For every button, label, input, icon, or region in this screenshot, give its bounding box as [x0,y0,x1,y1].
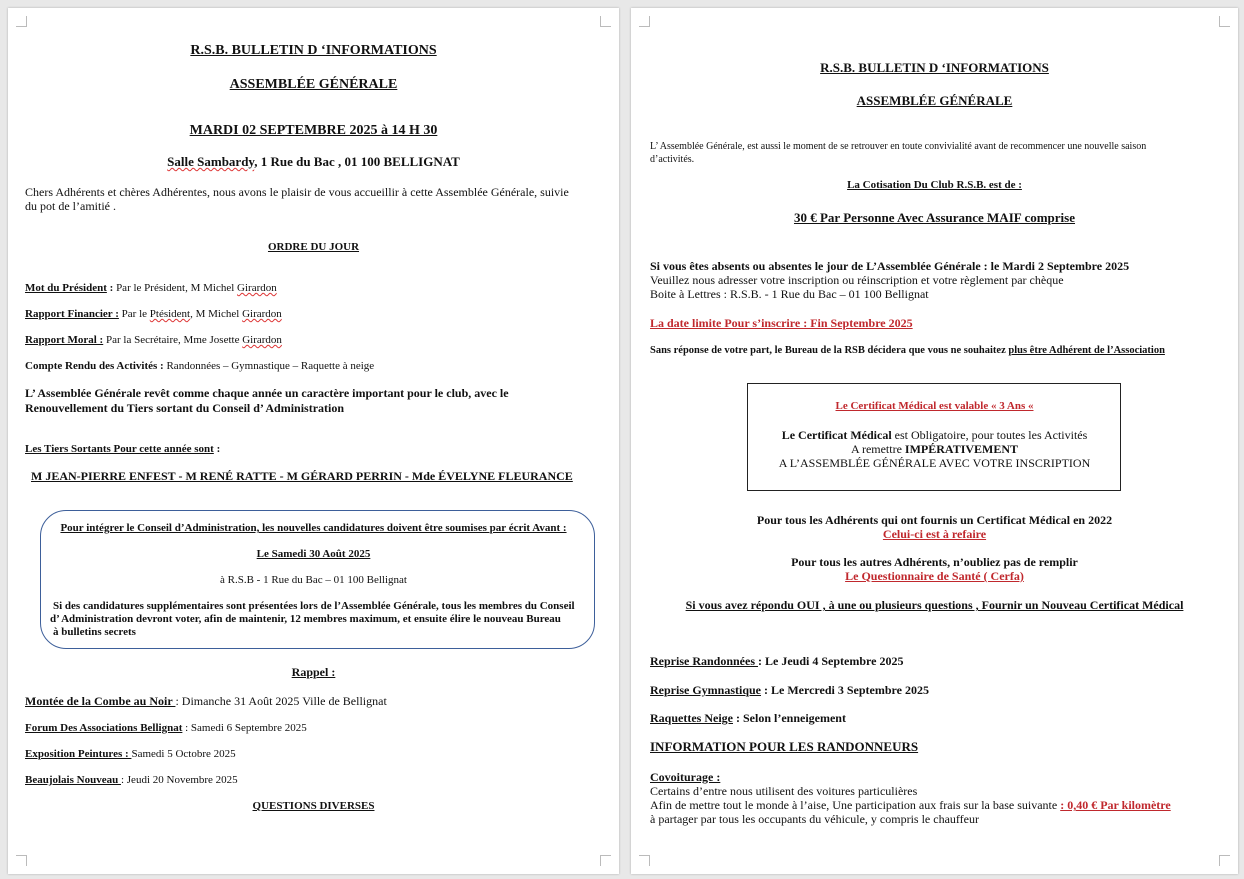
venue-address: , 1 Rue du Bac , 01 100 BELLIGNAT [254,154,460,169]
corner-mark [1219,855,1230,866]
reminder-item [25,774,238,787]
resumption-date: : Le Mercredi 3 Septembre 2025 [761,683,929,697]
reminder-text: : Dimanche 31 Août 2025 Ville de Bellignat [175,694,387,708]
agenda-label: Rapport Moral : [25,334,104,346]
renewal-line: L’ Assemblée Générale revêt comme chaque année un caractère important pour le club, avec le [25,386,509,400]
no-reply-emphasis: plus être Adhérent de l’Association [1008,345,1165,356]
yes-answer-notice: Si vous avez répondu OUI , à une ou plusieurs questions , Fournir un Nouveau Certificat Médical [685,598,1184,612]
bulletin-title: R.S.B. BULLETIN D ‘INFORMATIONS [820,60,1049,75]
resumption-item [650,654,903,668]
agenda-item [25,334,282,347]
reminder-label: Forum Des Associations Bellignat [25,722,183,734]
colon: : [213,443,221,455]
renewal-line: Renouvellement du Tiers sortant du Conseil d’ Administration [25,401,345,415]
candidature-note: d’ Administration devront voter, afin de maintenir, 12 membres maximum, et ensuite élire le nouveau Bureau [50,613,561,625]
corner-mark [639,855,650,866]
agenda-item [25,308,282,321]
agenda-name: Girardon [242,334,282,346]
carpool-line: à partager par tous les occupants du véhicule, y compris le chauffeur [650,812,979,826]
resumption-label: Reprise Randonnées [650,654,759,668]
absent-line: Boite à Lettres : R.S.B. - 1 Rue du Bac – 01 100 Bellignat [650,287,929,301]
agenda-label: Rapport Financier : [25,308,119,320]
agenda-text: Par le Président, M Michel [116,282,238,294]
reminder-label: Exposition Peintures : [25,748,132,760]
reminder-text: Samedi 5 Octobre 2025 [131,748,236,760]
intro-line: L’ Assemblée Générale, est aussi le moment de se retrouver en toute convivialité avant de recommencer une nouvelle saison [650,141,1147,152]
carpool-rate: : 0,40 € Par kilomètre [1060,798,1171,812]
agenda-text: Par le [121,308,150,320]
reminder-label: Beaujolais Nouveau [25,774,121,786]
no-reply-notice [650,344,1165,357]
candidature-deadline: Le Samedi 30 Août 2025 [256,548,371,560]
reminder-item [25,748,236,761]
certificate-redo: Celui-ci est à refaire [882,527,987,541]
document-page-2 [631,8,1238,874]
venue-name: Salle Sambardy [167,154,255,169]
corner-mark [639,16,650,27]
carpool-text: Afin de mettre tout le monde à l’aise, Une participation aux frais sur la base suivante [650,798,1061,812]
certificate-line [631,442,1238,456]
venue [8,154,619,169]
candidature-address: à R.S.B - 1 Rue du Bac – 01 100 Bellignat [220,574,407,586]
others-notice: Pour tous les autres Adhérents, n’oubliez pas de remplir [791,555,1078,569]
carpool-line [650,798,1171,812]
candidature-heading: Pour intégrer le Conseil d’Administration, les nouvelles candidatures doivent être soumises par écrit Avant : [60,522,567,534]
bulletin-subtitle: ASSEMBLÉE GÉNÉRALE [856,93,1013,108]
resumption-date: : Selon l’enneigement [732,711,846,725]
absent-line: Si vous êtes absents ou absentes le jour de L’Assemblée Générale : le Mardi 2 Septembre 2025 [650,259,1130,273]
reminder-item [25,694,387,708]
outgoing-title [25,443,220,456]
certificate-text: A remettre [850,442,905,456]
reminder-label: Montée de la Combe au Noir [25,694,176,708]
candidature-note: Si des candidatures supplémentaires sont présentées lors de l’Assemblée Générale, tous les membres du Conseil [53,600,575,612]
reminder-text: : Samedi 6 Septembre 2025 [182,722,307,734]
candidature-note: à bulletins secrets [53,626,136,638]
certificate-rest: est Obligatoire, pour toutes les Activités [891,428,1088,442]
agenda-name: Ptésident [149,308,191,320]
registration-deadline: La date limite Pour s’inscrire : Fin Septembre 2025 [650,316,913,330]
carpool-title: Covoiturage : [650,770,721,784]
agenda-text: , M Michel [190,308,243,320]
certificate-line: A L’ASSEMBLÉE GÉNÉRALE AVEC VOTRE INSCRIPTION [778,456,1091,470]
agenda-name: Girardon [242,308,282,320]
no-reply-text: Sans réponse de votre part, le Bureau de la RSB décidera que vous ne souhaitez [650,345,1009,356]
reminder-title: Rappel : [291,665,336,679]
intro-line: Chers Adhérents et chères Adhérentes, nous avons le plaisir de vous accueillir à cette Assemblée Générale, suivie [25,185,569,199]
agenda-text: Randonnées – Gymnastique – Raquette à neige [166,360,375,372]
resumption-label: Reprise Gymnastique [650,683,761,697]
certificate-validity: Le Certificat Médical est valable « 3 Ans « [835,400,1034,412]
health-questionnaire-link[interactable]: Le Questionnaire de Santé ( Cerfa) [845,569,1024,583]
bulletin-subtitle: ASSEMBLÉE GÉNÉRALE [229,77,398,92]
bulletin-title: R.S.B. BULLETIN D ‘INFORMATIONS [190,43,437,58]
agenda-title: ORDRE DU JOUR [267,241,360,253]
intro-line: d’activités. [650,154,695,165]
intro-line: du pot de l’amitié . [25,199,116,213]
certificate-line [631,428,1238,442]
resumption-item [650,683,929,697]
hikers-title: INFORMATION POUR LES RANDONNEURS [650,739,919,754]
outgoing-title-text: Les Tiers Sortants Pour cette année sont [25,443,214,455]
corner-mark [16,16,27,27]
absent-line: Veuillez nous adresser votre inscription ou réinscription et votre règlement par chèque [650,273,1064,287]
agenda-name: Girardon [237,282,277,294]
resumption-item [650,711,846,725]
reminder-text: : Jeudi 20 Novembre 2025 [120,774,238,786]
agenda-label: Mot du Président [25,282,107,294]
outgoing-names: M JEAN-PIERRE ENFEST - M RENÉ RATTE - M GÉRARD PERRIN - Mde ÉVELYNE FLEURANCE [31,469,573,483]
carpool-line: Certains d’entre nous utilisent des voitures particulières [650,784,918,798]
corner-mark [16,855,27,866]
fee-title: La Cotisation Du Club R.S.B. est de : [847,179,1022,191]
fee-amount: 30 € Par Personne Avec Assurance MAIF comprise [793,210,1076,225]
agenda-label: Compte Rendu des Activités : [25,360,164,372]
resumption-date: : Le Jeudi 4 Septembre 2025 [758,654,904,668]
agenda-item [25,360,374,373]
corner-mark [1219,16,1230,27]
meeting-date: MARDI 02 SEPTEMBRE 2025 à 14 H 30 [189,123,438,138]
resumption-label: Raquettes Neige [650,711,733,725]
questions-title: QUESTIONS DIVERSES [252,800,375,812]
document-page-1 [8,8,619,874]
agenda-item [25,282,277,295]
sep: : [106,282,117,294]
certificate-bold: Le Certificat Médical [781,428,892,442]
agenda-text: Par la Secrétaire, Mme Josette [105,334,243,346]
certificate-2022: Pour tous les Adhérents qui ont fournis un Certificat Médical en 2022 [756,513,1113,527]
corner-mark [600,855,611,866]
reminder-item [25,722,307,735]
certificate-emphasis: IMPÉRATIVEMENT [904,442,1019,456]
corner-mark [600,16,611,27]
